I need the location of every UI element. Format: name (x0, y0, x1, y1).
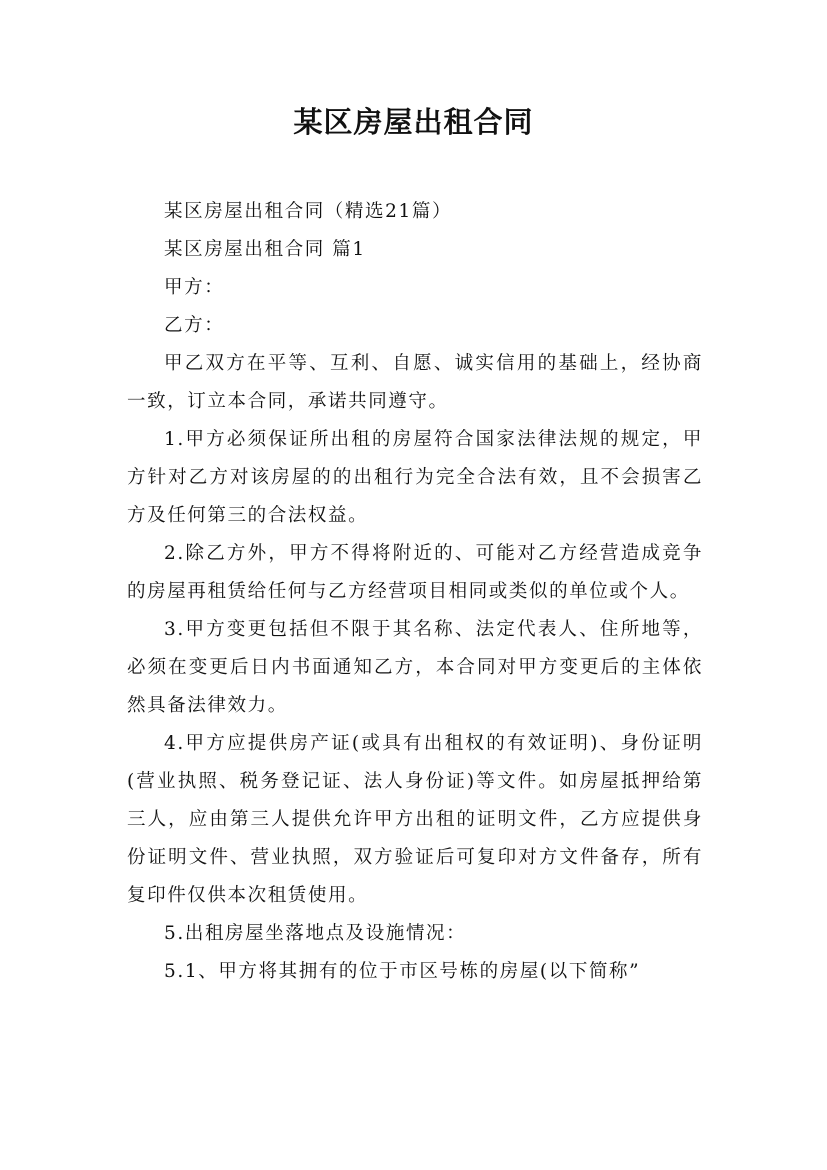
paragraph-clause-2: 2.除乙方外，甲方不得将附近的、可能对乙方经营造成竞争的房屋再租赁给任何与乙方经营项目相同或类似的单位或个人。 (127, 543, 703, 602)
paragraph-clause-5-1: 5.1、甲方将其拥有的位于市区号栋的房屋(以下简称” (164, 961, 641, 982)
paragraph-party-a: 甲方： (164, 277, 225, 298)
paragraph-clause-4: 4.甲方应提供房产证(或具有出租权的有效证明)、身份证明(营业执照、税务登记证、法人身份证)等文件。如房屋抵押给第三人，应由第三人提供允许甲方出租的证明文件，乙方应提供身份证明文件、营业执照，双方验证后可复印对方文件备存，所有复印件仅供本次租赁使用。 (127, 733, 703, 906)
paragraph-preamble: 甲乙双方在平等、互利、自愿、诚实信用的基础上，经协商一致，订立本合同，承诺共同遵守。 (127, 353, 703, 412)
paragraph-party-b: 乙方： (164, 315, 225, 336)
paragraph-clause-1: 1.甲方必须保证所出租的房屋符合国家法律法规的规定，甲方针对乙方对该房屋的的出租行为完全合法有效，且不会损害乙方及任何第三的合法权益。 (127, 429, 703, 526)
paragraph-clause-3: 3.甲方变更包括但不限于其名称、法定代表人、住所地等，必须在变更后日内书面通知乙方，本合同对甲方变更后的主体依然具备法律效力。 (127, 619, 703, 716)
paragraph-subtitle: 某区房屋出租合同（精选21篇） (164, 201, 453, 222)
paragraph-clause-5: 5.出租房屋坐落地点及设施情况： (164, 923, 467, 944)
document-title: 某区房屋出租合同 (293, 105, 534, 139)
document-body (127, 193, 703, 991)
paragraph-section-heading: 某区房屋出租合同 篇1 (164, 239, 366, 260)
